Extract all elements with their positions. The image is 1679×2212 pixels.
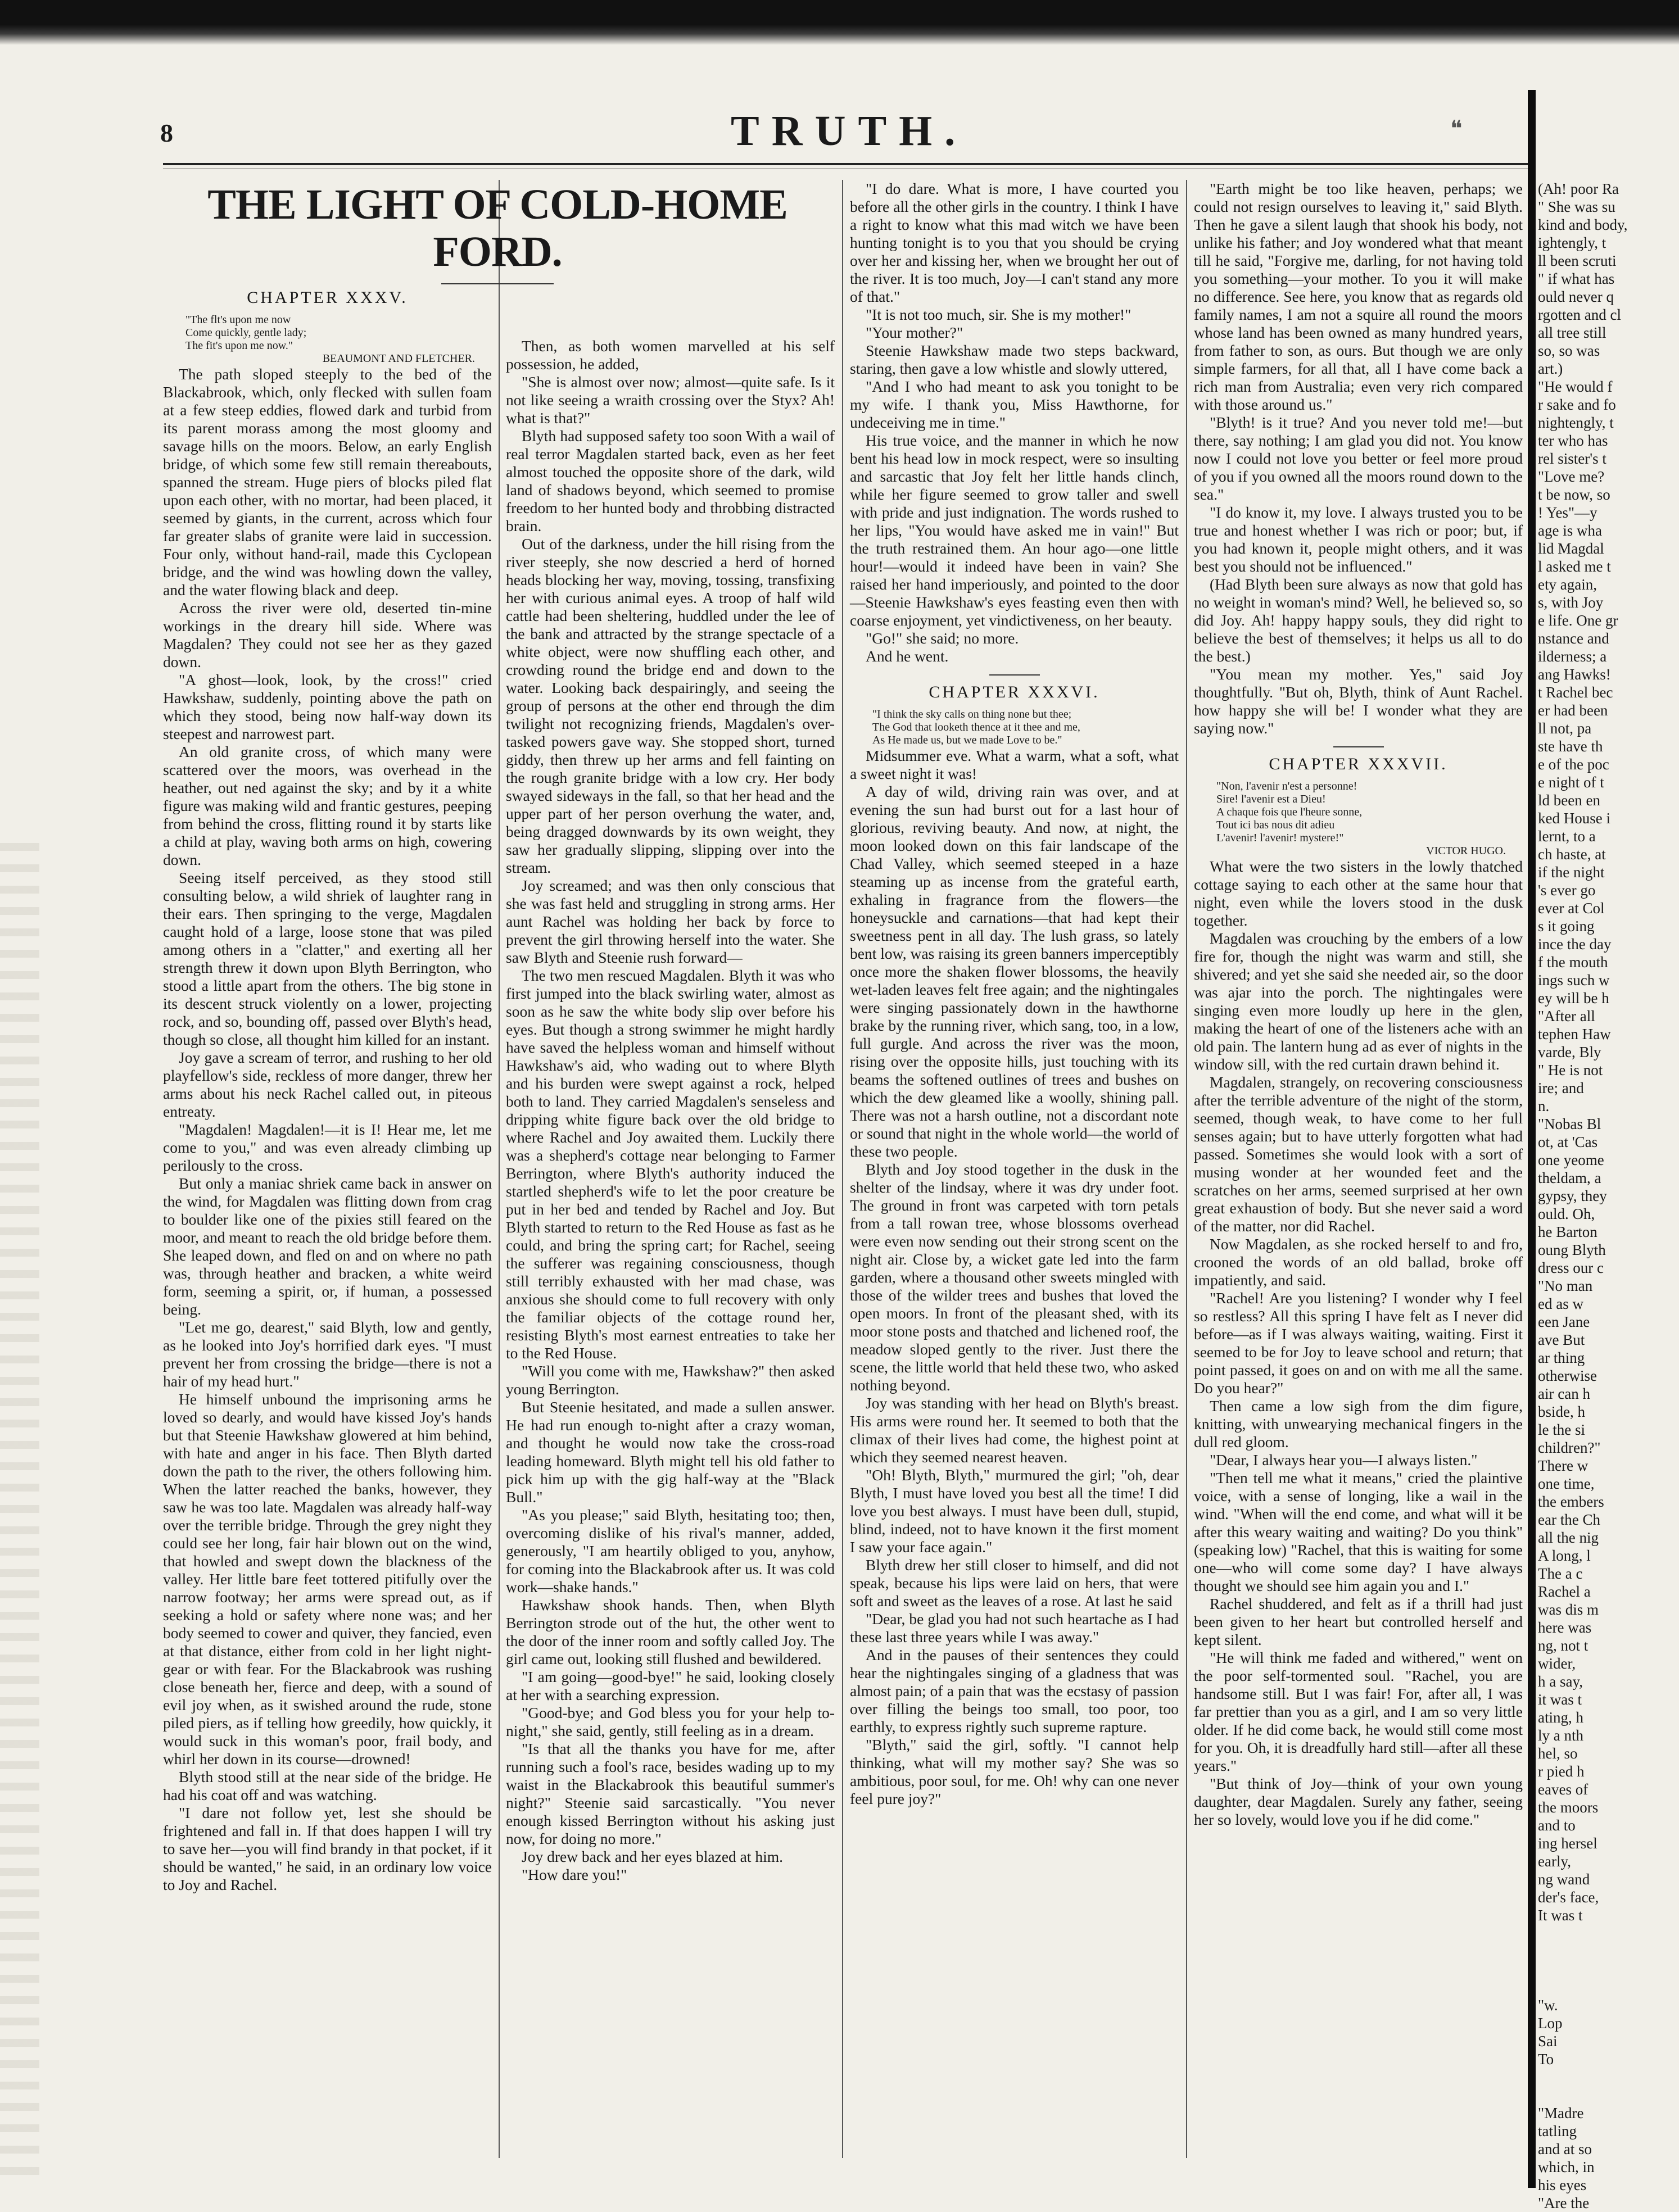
paragraph: "Will you come with me, Hawkshaw?" then asked young Berrington. xyxy=(506,1362,835,1398)
fragment-line: ly a nth xyxy=(1538,1727,1583,1744)
fragment-line: and at so xyxy=(1538,2141,1592,2157)
paragraph: "I do know it, my love. I always trusted you to be true and honest whether I was rich or poor; but, if you had known it, people might others, and it was best you should not be influenced." xyxy=(1194,504,1523,575)
fragment-line: bside, h xyxy=(1538,1403,1585,1420)
paragraph: "She is almost over now; almost—quite safe. Is it not like seeing a wraith crossing over the Styx? Ah! what is that?" xyxy=(506,373,835,427)
chapter-epigraph: "I think the sky calls on thing none but thee; The God that looketh thence at it thee and me, As He made us, but we made Love to be." xyxy=(872,708,1080,746)
chapter-heading: CHAPTER XXXVI. xyxy=(929,683,1100,701)
fragment-line: "Are the xyxy=(1538,2195,1590,2211)
fragment-line: ch haste, at xyxy=(1538,846,1606,863)
fragment-line: l asked me t xyxy=(1538,558,1611,575)
paragraph: Across the river were old, deserted tin-mine workings in the dreary hill side. Where was Magdalen? They could not see her as they gazed down. xyxy=(163,599,492,670)
paragraph: "But think of Joy—think of your own young daughter, dear Magdalen. Surely any father, seeing her so lovely, would love you if he did come." xyxy=(1194,1775,1523,1828)
fragment-line: here was xyxy=(1538,1619,1592,1636)
fragment-line: "Love me? xyxy=(1538,468,1605,485)
fragment-line: e of the poc xyxy=(1538,756,1609,773)
text-column-1 xyxy=(163,281,492,2169)
fragment-line: ilderness; a xyxy=(1538,648,1607,665)
paragraph: (Had Blyth been sure always as now that gold has no weight in woman's mind? Well, he believed so, so did Joy. Ah! happy happy souls, they did right to believe the best of themselves; it helps us all to do the best.) xyxy=(1194,575,1523,665)
paragraph: The two men rescued Magdalen. Blyth it was who first jumped into the black swirling water, almost as soon as he saw the white body slip over before his eyes. But though a strong swimmer he might hardly have saved the helpless woman and himself without Hawkshaw's aid, who wading out to where Blyth and his burden were swept against a rock, helped both to land. They carried Magdalen's senseless and dripping white figure back over the old bridge to where Rachel and Joy awaited them. Luckily there was a shepherd's cottage near belonging to Farmer Berrington, where Blyth's authority induced the startled shepherd's wife to let the poor creature be put in her bed and tended by Rachel and Joy. But Blyth started to return to the Red House as fast as he could, and bring the spring cart; for Rachel, seeing the sufferer was regaining consciousness, though still terribly exhausted with her mad chase, was anxious she should come to full recovery with only the familiar objects of the cottage round her, resisting Blyth's most earnest entreaties to take her to the Red House. xyxy=(506,967,835,1362)
paragraph: And in the pauses of their sentences they could hear the nightingales singing of a gladness that was almost pain; of a pain that was the ecstasy of passion over filling the beings too small, too poor, too earthly, to express rightly such supreme rapture. xyxy=(850,1646,1179,1735)
fragment-line: le the si xyxy=(1538,1421,1585,1438)
fragment-line: early, xyxy=(1538,1853,1571,1870)
column-body xyxy=(850,747,1179,1808)
paragraph: Midsummer eve. What a warm, what a soft, what a sweet night it was! xyxy=(850,747,1179,782)
fragment-line: ked House i xyxy=(1538,810,1610,827)
chapter-heading: CHAPTER XXXV. xyxy=(247,288,408,307)
fragment-line: lid Magdal xyxy=(1538,540,1604,557)
fragment-line: er had been xyxy=(1538,702,1608,719)
fragment-line: kind and body, xyxy=(1538,216,1628,233)
fragment-line: ng wand xyxy=(1538,1871,1590,1888)
paragraph: "Good-bye; and God bless you for your help to-night," she said, gently, still feeling as in a dream. xyxy=(506,1704,835,1739)
fragment-line: n. xyxy=(1538,1098,1550,1114)
fragment-line: There w xyxy=(1538,1457,1589,1474)
fragment-line: ightengly, t xyxy=(1538,234,1606,251)
paragraph: His true voice, and the manner in which he now bent his head low in mock respect, were so insulting and sarcastic that Joy felt her little hands clinch, while her figure seemed to grow taller and swell with pride and just indignation. The words rushed to her lips, "You would have asked me in vain!" But the truth restrained them. An hour ago—one little hour!—would it indeed have been in vain? She raised her hand imperiously, and pointed to the door—Steenie Hawkshaw's eyes feasting even then with coarse enjoyment, yet vindictiveness, on her beauty. xyxy=(850,432,1179,629)
fragment-line: was dis m xyxy=(1538,1601,1599,1618)
fragment-line: ear the Ch xyxy=(1538,1511,1600,1528)
fragment-line: ang Hawks! xyxy=(1538,666,1611,683)
fragment-line: e life. One gr xyxy=(1538,612,1618,629)
paragraph: Blyth had supposed safety too soon With a wail of real terror Magdalen started back, even as her feet almost touched the opposite shore of the dark, wild land of shadows beyond, which seemed to promise freedom to her hunted body and throbbing distracted brain. xyxy=(506,427,835,534)
paragraph: "Blyth! is it true? And you never told me!—but there, say nothing; I am glad you did not. You know now I could not love you better or feel more proud of you if you owned all the moors round down to the sea." xyxy=(1194,414,1523,503)
paragraph: "And I who had meant to ask you tonight to be my wife. I thank you, Miss Hawthorne, for undeceiving me in time." xyxy=(850,378,1179,431)
fragment-line: ety again, xyxy=(1538,576,1597,593)
fragment-line: hel, so xyxy=(1538,1745,1578,1762)
paragraph: Joy gave a scream of terror, and rushing to her old playfellow's side, reckless of more danger, threw her arms about his neck Rachel called out, in piteous entreaty. xyxy=(163,1049,492,1120)
fragment-line: ever at Col xyxy=(1538,900,1605,917)
fragment-line: children?" xyxy=(1538,1439,1601,1456)
fragment-line: ste have th xyxy=(1538,738,1603,755)
column-body xyxy=(163,365,492,1894)
column-divider xyxy=(499,180,500,2158)
fragment-line: oung Blyth xyxy=(1538,1241,1606,1258)
fragment-line: ot, at 'Cas xyxy=(1538,1134,1598,1150)
fragment-line: Rachel a xyxy=(1538,1583,1591,1600)
fragment-line: ing hersel xyxy=(1538,1835,1597,1852)
fragment-line: age is wha xyxy=(1538,522,1602,539)
fragment-line: ire; and xyxy=(1538,1080,1584,1096)
fragment-line: art.) xyxy=(1538,360,1563,377)
paragraph: "Blyth," said the girl, softly. "I cannot help thinking, what will my mother say? She was so ambitious, poor soul, for me. Oh! why can one never feel pure joy?" xyxy=(850,1736,1179,1807)
fragment-line: ll been scruti xyxy=(1538,252,1617,269)
fragment-line: ings such w xyxy=(1538,972,1610,989)
column-body xyxy=(1194,858,1523,1829)
fragment-line: ed as w xyxy=(1538,1295,1583,1312)
fragment-line: ince the day xyxy=(1538,936,1612,953)
fragment-line: tatling xyxy=(1538,2123,1577,2140)
header-rule xyxy=(163,163,1529,165)
chapter-rule xyxy=(989,674,1040,676)
fragment-line: s, with Joy xyxy=(1538,594,1604,611)
fragment-line: all tree still xyxy=(1538,324,1606,341)
paragraph: "Oh! Blyth, Blyth," murmured the girl; "oh, dear Blyth, I must have loved you best all the time! I did love you best always. I must have been dull, stupid, blind, indeed, not to have known it the first moment I saw your face again." xyxy=(850,1466,1179,1556)
fragment-line: der's face, xyxy=(1538,1889,1599,1906)
fragment-line: s it going xyxy=(1538,918,1595,935)
fragment-line: ! Yes"—y xyxy=(1538,504,1597,521)
paragraph: A day of wild, driving rain was over, and at evening the sun had burst out for a last hour of glorious, reviving beauty. And now, at night, the moon looked down on this fair landscape of the Chad Valley, which seemed steeped in a haze steaming up as incense from the grateful earth, exhaling in fragrance from the flowers—the honeysuckle and carnations—that had kept their sweetness pent in all day. The lush grass, so lately bent low, was raising its green banners imperceptibly once more the shaken flower blossoms, the heavily wet-laden leaves felt free again; and the nightingales were singing passionately down in the hawthorne brake by the running river, which sang, too, in a low, full gurgle. And across the river was the moon, rising over the opposite hills, just touching with its beams the softened outlines of trees and bushes on which the dew gleamed like a woolly, shining pall. There was not a harsh outline, not a discordant note or sound that night in the whole world—the world of these two people. xyxy=(850,783,1179,1160)
paragraph: Then came a low sigh from the dim figure, knitting, with unwearying mechanical fingers in the dull red gloom. xyxy=(1194,1397,1523,1451)
paragraph: "Go!" she said; no more. xyxy=(866,629,1019,647)
paragraph: Steenie Hawkshaw made two steps backward, staring, then gave a low whistle and slowly uttered, xyxy=(850,342,1179,377)
fragment-line: Lop xyxy=(1538,2015,1563,2032)
paragraph: "Magdalen! Magdalen!—it is I! Hear me, let me come to you," and was even already climbing up perilously to the cross. xyxy=(163,1121,492,1174)
paragraph: "Is that all the thanks you have for me, after running such a fool's race, besides wading up to my waist in the Blackabrook this beautiful summer's night?" Steenie said sarcastically. "You never enough kissed Berrington without his asking just now, for doing no more." xyxy=(506,1740,835,1847)
masthead-title: TRUTH. xyxy=(731,107,968,155)
fragment-line: the moors xyxy=(1538,1799,1599,1816)
paragraph: "You mean my mother. Yes," said Joy thoughtfully. "But oh, Blyth, think of Aunt Rachel. how happy she will be! I wonder what they are saying now." xyxy=(1194,665,1523,737)
paragraph: Joy drew back and her eyes blazed at him. xyxy=(522,1848,784,1865)
fragment-line: ter who has xyxy=(1538,432,1608,449)
paragraph: Seeing itself perceived, as they stood still consulting below, a wild shriek of laughter rang in their ears. Then springing to the verge, Magdalen caught hold of a large, loose stone that was piled among others in a "clatter," and exerting all her strength threw it down upon Blyth Berrington, who stood a little apart from the others. The big stone in its descent struck violently on a lower, projecting rock, and so, bounding off, passed over Blyth's head, though so close, all thought him killed for an instant. xyxy=(163,869,492,1048)
paragraph: "Your mother?" xyxy=(866,324,963,341)
fragment-line: "After all xyxy=(1538,1008,1595,1025)
paragraph: "Let me go, dearest," said Blyth, low and gently, as he looked into Joy's horrified dark eyes. "I must prevent her from crossing the bridge—there is not a hair of my head hurt." xyxy=(163,1318,492,1390)
fragment-line: r pied h xyxy=(1538,1763,1585,1780)
fragment-line: otherwise xyxy=(1538,1367,1597,1384)
paragraph: And he went. xyxy=(866,647,949,665)
fragment-line: air can h xyxy=(1538,1385,1590,1402)
fragment-line: so, so was xyxy=(1538,342,1600,359)
fragment-line: rel sister's t xyxy=(1538,450,1606,467)
fragment-line: it was t xyxy=(1538,1691,1582,1708)
paragraph: Blyth drew her still closer to himself, and did not speak, because his lips were laid on hers, that were soft and sweet as the leaves of a rose. At last he said xyxy=(850,1556,1179,1610)
paragraph: "I do dare. What is more, I have courted you before all the other girls in the country. I think I have a right to know what this mad witch we have been hunting tonight is to you that you should be crying over her and kissing her, when we brought her out of the river. It is too much, Joy—I can't stand any more of that." xyxy=(850,180,1179,305)
fragment-line: lernt, to a xyxy=(1538,828,1596,845)
paragraph: The path sloped steeply to the bed of the Blackabrook, which, only flecked with sullen foam at a few steep eddies, flowed dark and turbid from its parent morass among the most gloomy and savage hills on the moors. Below, an early English bridge, of which some few still remain thereabouts, spanned the stream. Huge piers of blocks piled flat upon each other, with no mortar, had been placed, it seemed by giants, in the current, across which four far greater slabs of granite were laid in succession. Four only, without hand-rail, made this Cyclopean bridge, and the wind was howling down the valley, and the water flowing black and deep. xyxy=(163,365,492,599)
fragment-line: all the nig xyxy=(1538,1529,1599,1546)
fragment-line: ould. Oh, xyxy=(1538,1205,1595,1222)
fragment-line: and to xyxy=(1538,1817,1576,1834)
fragment-line: " if what has xyxy=(1538,270,1615,287)
fragment-line xyxy=(1538,2068,1679,2086)
fragment-line: ng, not t xyxy=(1538,1637,1589,1654)
fragment-line: the embers xyxy=(1538,1493,1604,1510)
fragment-line: "No man xyxy=(1538,1277,1593,1294)
paragraph: Joy was standing with her head on Blyth's breast. His arms were round her. It seemed to both that the climax of their lives had come, the highest point at which they seemed nearest heaven. xyxy=(850,1394,1179,1466)
chapter-heading: CHAPTER XXXVII. xyxy=(1269,755,1448,773)
fragment-line: nightengly, t xyxy=(1538,414,1614,431)
fragment-line: "Nobas Bl xyxy=(1538,1116,1601,1132)
fragment-line: To xyxy=(1538,2051,1554,2068)
fragment-line: his eyes xyxy=(1538,2177,1587,2193)
paragraph: Then, as both women marvelled at his self possession, he added, xyxy=(506,337,835,373)
paragraph: An old granite cross, of which many were scattered over the moors, was overhead in the heather, out ned against the sky; and by it a white figure was making wild and frantic gestures, peeping from behind the cross, flitting round it by starts like a child at play, waving both arms on high, cowering down. xyxy=(163,743,492,868)
fragment-line: varde, Bly xyxy=(1538,1044,1601,1060)
fragment-line xyxy=(1538,1942,1679,1960)
fragment-line: ll not, pa xyxy=(1538,720,1592,737)
paragraph: Rachel shuddered, and felt as if a thrill had just been given to her heart but controlled herself and kept silent. xyxy=(1194,1595,1523,1648)
paragraph: "I dare not follow yet, lest she should be frightened and fall in. If that does happen I will try to save her—you will find brandy in that pocket, if it should be wanted," he said, in an ordinary low voice to Joy and Rachel. xyxy=(163,1804,492,1893)
column-divider xyxy=(842,180,843,2158)
fragment-line: t Rachel bec xyxy=(1538,684,1613,701)
text-column-2 xyxy=(506,337,835,2169)
fragment-line: which, in xyxy=(1538,2159,1595,2175)
chapter-rule xyxy=(1333,746,1384,747)
paragraph: Now Magdalen, as she rocked herself to and fro, crooned the words of an old ballad, broke off impatiently, and said. xyxy=(1194,1235,1523,1289)
page-right-edge xyxy=(1528,90,1536,2188)
story-title: THE LIGHT OF COLD-HOME FORD. xyxy=(207,181,788,275)
paragraph: "Dear, I always hear you—I always listen." xyxy=(1210,1451,1478,1468)
fragment-line: Sai xyxy=(1538,2033,1558,2050)
fragment-line: nstance and xyxy=(1538,630,1609,647)
left-margin-binding-marks xyxy=(0,843,39,2188)
top-right-mark: ❝ xyxy=(1450,116,1463,141)
paragraph: "A ghost—look, look, by the cross!" cried Hawkshaw, suddenly, pointing above the path on which they stood, being now half-way down its steepest and narrowest part. xyxy=(163,671,492,742)
fragment-line: " He is not xyxy=(1538,1062,1603,1078)
paragraph: Magdalen, strangely, on recovering consciousness after the terrible adventure of the night of the storm, seemed, though weak, to have come to her full senses again; but to have utterly forgotten what had passed. Sometimes she would look with a sort of musing wonder at her wounded feet and the scratches on her arms, seemed surprised at her own great exhaustion of body. But she never said a word of the matter, nor did Rachel. xyxy=(1194,1073,1523,1235)
column-body xyxy=(506,337,835,1884)
fragment-line xyxy=(1538,1960,1679,1978)
text-column-3 xyxy=(850,180,1179,2169)
paragraph: "Earth might be too like heaven, perhaps; we could not resign ourselves to leaving it," said Blyth. Then he gave a silent laugh that shook his body, not unlike his father; and Joy wondered what that meant till he said, "Forgive me, darling, for not having told you something—your mother. To you it will make no difference. See here, you know that as regards old family names, I am not a squire all round the moors whose land has been owned as many hundred years, from father to son, as ours. But though we are only simple farmers, for all that, all I have come back a rich man from Australia; even very rich compared with those around us." xyxy=(1194,180,1523,413)
fragment-line: he Barton xyxy=(1538,1223,1597,1240)
fragment-line: ar thing xyxy=(1538,1349,1585,1366)
page-top-edge xyxy=(0,0,1679,45)
paragraph: "How dare you!" xyxy=(522,1866,627,1883)
fragment-line: gypsy, they xyxy=(1538,1187,1607,1204)
fragment-line: theldam, a xyxy=(1538,1170,1601,1186)
paragraph: "It is not too much, sir. She is my mother!" xyxy=(866,306,1132,323)
paragraph: "As you please;" said Blyth, hesitating too; then, overcoming dislike of his rival's manner, added, generously, "I am heartily obliged to you, anyhow, for coming into the Blackabrook after us. It was cold work—shake hands." xyxy=(506,1506,835,1595)
paragraph: Joy screamed; and was then only conscious that she was fast held and struggling in strong arms. Her aunt Rachel was holding her back by force to prevent the girl throwing herself into the water. She saw Blyth and Steenie rush forward— xyxy=(506,877,835,966)
fragment-line: " She was su xyxy=(1538,198,1615,215)
fragment-line: ld been en xyxy=(1538,792,1600,809)
adjacent-page-column-fragment xyxy=(1538,180,1679,2211)
paragraph: But only a maniac shriek came back in answer on the wind, for Magdalen was flitting down from crag to boulder like one of the pixies still feared on the moor, and meant to reach the old bridge before them. She leaped down, and fled on and on where no path was, through heather and bracken, a white weird form, seeming a spirit, or, if human, a possessed being. xyxy=(163,1175,492,1318)
fragment-line: 's ever go xyxy=(1538,882,1596,899)
paragraph: But Steenie hesitated, and made a sullen answer. He had run enough to-night after a crazy woman, and thought he would now take the cross-road leading homeward. Blyth might tell his old father to pick him up with the gig half-way at the "Black Bull." xyxy=(506,1398,835,1506)
paragraph: What were the two sisters in the lowly thatched cottage saying to each other at the same hour that night, even while the lovers stood in the dusk together. xyxy=(1194,858,1523,929)
fragment-line: It was t xyxy=(1538,1907,1583,1924)
fragment-line: r sake and fo xyxy=(1538,396,1616,413)
fragment-line: (Ah! poor Ra xyxy=(1538,180,1619,197)
paragraph: Blyth and Joy stood together in the dusk in the shelter of the lindsay, where it was dry under foot. The ground in front was carpeted with torn petals from a tall rowan tree, whose blossoms overhead were even now sending out their strong scent on the night air. Close by, a wicket gate led into the farm garden, where a thousand other sweets mingled with those of the wilder trees and bushes that loved the open moors. In front of the pleasant shed, with its moor stone posts and thatched and lichened roof, the meadow sloped gently to the river. Just there the scene, the little world that held these two, who asked nothing beyond. xyxy=(850,1161,1179,1394)
fragment-line: wider, xyxy=(1538,1655,1576,1672)
fragment-line: e night of t xyxy=(1538,774,1604,791)
fragment-line: one time, xyxy=(1538,1475,1595,1492)
column-body xyxy=(1194,180,1523,737)
chapter-epigraph: "Non, l'avenir n'est a personne! Sire! l'avenir est a Dieu! A chaque fois que l'heure sonne, Tout ici bas nous dit adieu L'avenir! l'avenir! mystere!" VICTOR HUGO. xyxy=(1216,780,1506,857)
fragment-line: h a say, xyxy=(1538,1673,1583,1690)
column-divider xyxy=(1186,180,1187,2158)
fragment-line: eaves of xyxy=(1538,1781,1589,1798)
fragment-line: ating, h xyxy=(1538,1709,1583,1726)
fragment-line: f the mouth xyxy=(1538,954,1608,971)
fragment-line: "He would f xyxy=(1538,378,1613,395)
fragment-line xyxy=(1538,1924,1679,1942)
fragment-line: one yeome xyxy=(1538,1152,1604,1168)
fragment-line: "Madre xyxy=(1538,2105,1584,2122)
column-body xyxy=(850,180,1179,665)
paragraph: "Rachel! Are you listening? I wonder why I feel so restless? All this spring I have felt as I never did before—as if I was always waiting, waiting. First it seemed to be for Joy to leave school and return; that point passed, it goes on and on with me all the same. Do you hear?" xyxy=(1194,1289,1523,1397)
paragraph: "He will think me faded and withered," went on the poor self-tormented soul. "Rachel, you are handsome still. But I was fair! For, after all, I was far prettier than you as a girl, and I am so very little older. If he did come back, he would still come most for you. Oh, it is dreadfully hard still—after all these years." xyxy=(1194,1649,1523,1774)
story-title-block xyxy=(163,180,832,281)
paragraph: "Then tell me what it means," cried the plaintive voice, with a sense of longing, like a wail in the wind. "When will the end come, and what will it be after this weary waiting and waiting? Do you think" (speaking low) "Rachel, that this is waiting for some one—who will come some day? I have always thought we should see him again you and I." xyxy=(1194,1469,1523,1594)
fragment-line: tephen Haw xyxy=(1538,1026,1611,1042)
fragment-line: "w. xyxy=(1538,1997,1558,2014)
fragment-line: ave But xyxy=(1538,1331,1585,1348)
text-column-4 xyxy=(1194,180,1523,2169)
fragment-line: ey will be h xyxy=(1538,990,1609,1007)
fragment-line: The a c xyxy=(1538,1565,1583,1582)
paragraph: "I am going—good-bye!" he said, looking closely at her with a searching expression. xyxy=(506,1668,835,1703)
fragment-line: ould never q xyxy=(1538,288,1614,305)
fragment-line xyxy=(1538,1978,1679,1996)
fragment-line: if the night xyxy=(1538,864,1605,881)
paragraph: He himself unbound the imprisoning arms he loved so dearly, and would have kissed Joy's hands but that Steenie Hawkshaw glowered at him behind, with hate and anger in his face. Then Blyth darted down the path to the river, the others following him. When the latter reached the banks, however, they saw he was too late. Magdalen was already half-way over the terrible bridge. Through the grey night they could see her long, fair hair blown out on the wind, that howled and swept down the blackness of the valley. Her little bare feet tottered pitifully over the narrow footway; her arms were spread out, as if seeking a hold or safety where none was; and her body seemed to cower and quiver, they fancied, even at that distance, either from cold in her light night-gear or with fear. For the Blackabrook was rushing close beneath her, fierce and deep, with a sound of evil joy when, as it swished around the rude, stone piled piers, as if telling how greedily, how quickly, it would suck in this woman's poor, frail body, and whirl her down in its course—drowned! xyxy=(163,1390,492,1767)
fragment-line: A long, l xyxy=(1538,1547,1591,1564)
fragment-line: rgotten and cl xyxy=(1538,306,1621,323)
fragment-line: t be now, so xyxy=(1538,486,1610,503)
paragraph: Magdalen was crouching by the embers of a low fire for, though the night was warm and still, she shivered; and yet she said she needed air, so the door was ajar into the porch. The nightingales were singing even more loudly up here in the glen, making the heart of one of the listeners ache with an old pain. The lantern hung ad as ever of nights in the window sill, with the red curtain drawn behind it. xyxy=(1194,930,1523,1073)
fragment-line: een Jane xyxy=(1538,1313,1590,1330)
fragment-line: dress our c xyxy=(1538,1259,1604,1276)
paragraph: Hawkshaw shook hands. Then, when Blyth Berrington strode out of the hut, the other went to the door of the inner room and softly called Joy. The girl came out, looking still flushed and bewildered. xyxy=(506,1596,835,1667)
paragraph: Blyth stood still at the near side of the bridge. He had his coat off and was watching. xyxy=(163,1768,492,1803)
paragraph: "Dear, be glad you had not such heartache as I had these last three years while I was away." xyxy=(850,1610,1179,1646)
chapter-epigraph: "The flt's upon me now Come quickly, gentle lady; The fit's upon me now." BEAUMONT AND FLETCHER. xyxy=(185,314,475,365)
page-number: 8 xyxy=(160,119,173,147)
fragment-line xyxy=(1538,2086,1679,2104)
paragraph: Out of the darkness, under the hill rising from the river steeply, she now descried a herd of horned heads blocking her way, moving, tossing, transfixing her with curious animal eyes. A troop of half wild cattle had been sheltering, huddled under the lee of the bank and attracted by the strange spectacle of a white object, were now shuffling each other, and crowding round the bridge end and down to the water. Looking back despairingly, and seeing the group of persons at the other end through the dim twilight not recognizing friends, Magdalen's over-tasked powers gave way. She stopped short, turned giddy, then threw up her arms and fell fainting on the rough granite bridge with a low cry. Her body swayed sideways in the fall, so that her head and the upper part of her person overhung the water, and, being dragged downwards by its own weight, they saw her gradually slipping, slipping over into the stream. xyxy=(506,535,835,876)
